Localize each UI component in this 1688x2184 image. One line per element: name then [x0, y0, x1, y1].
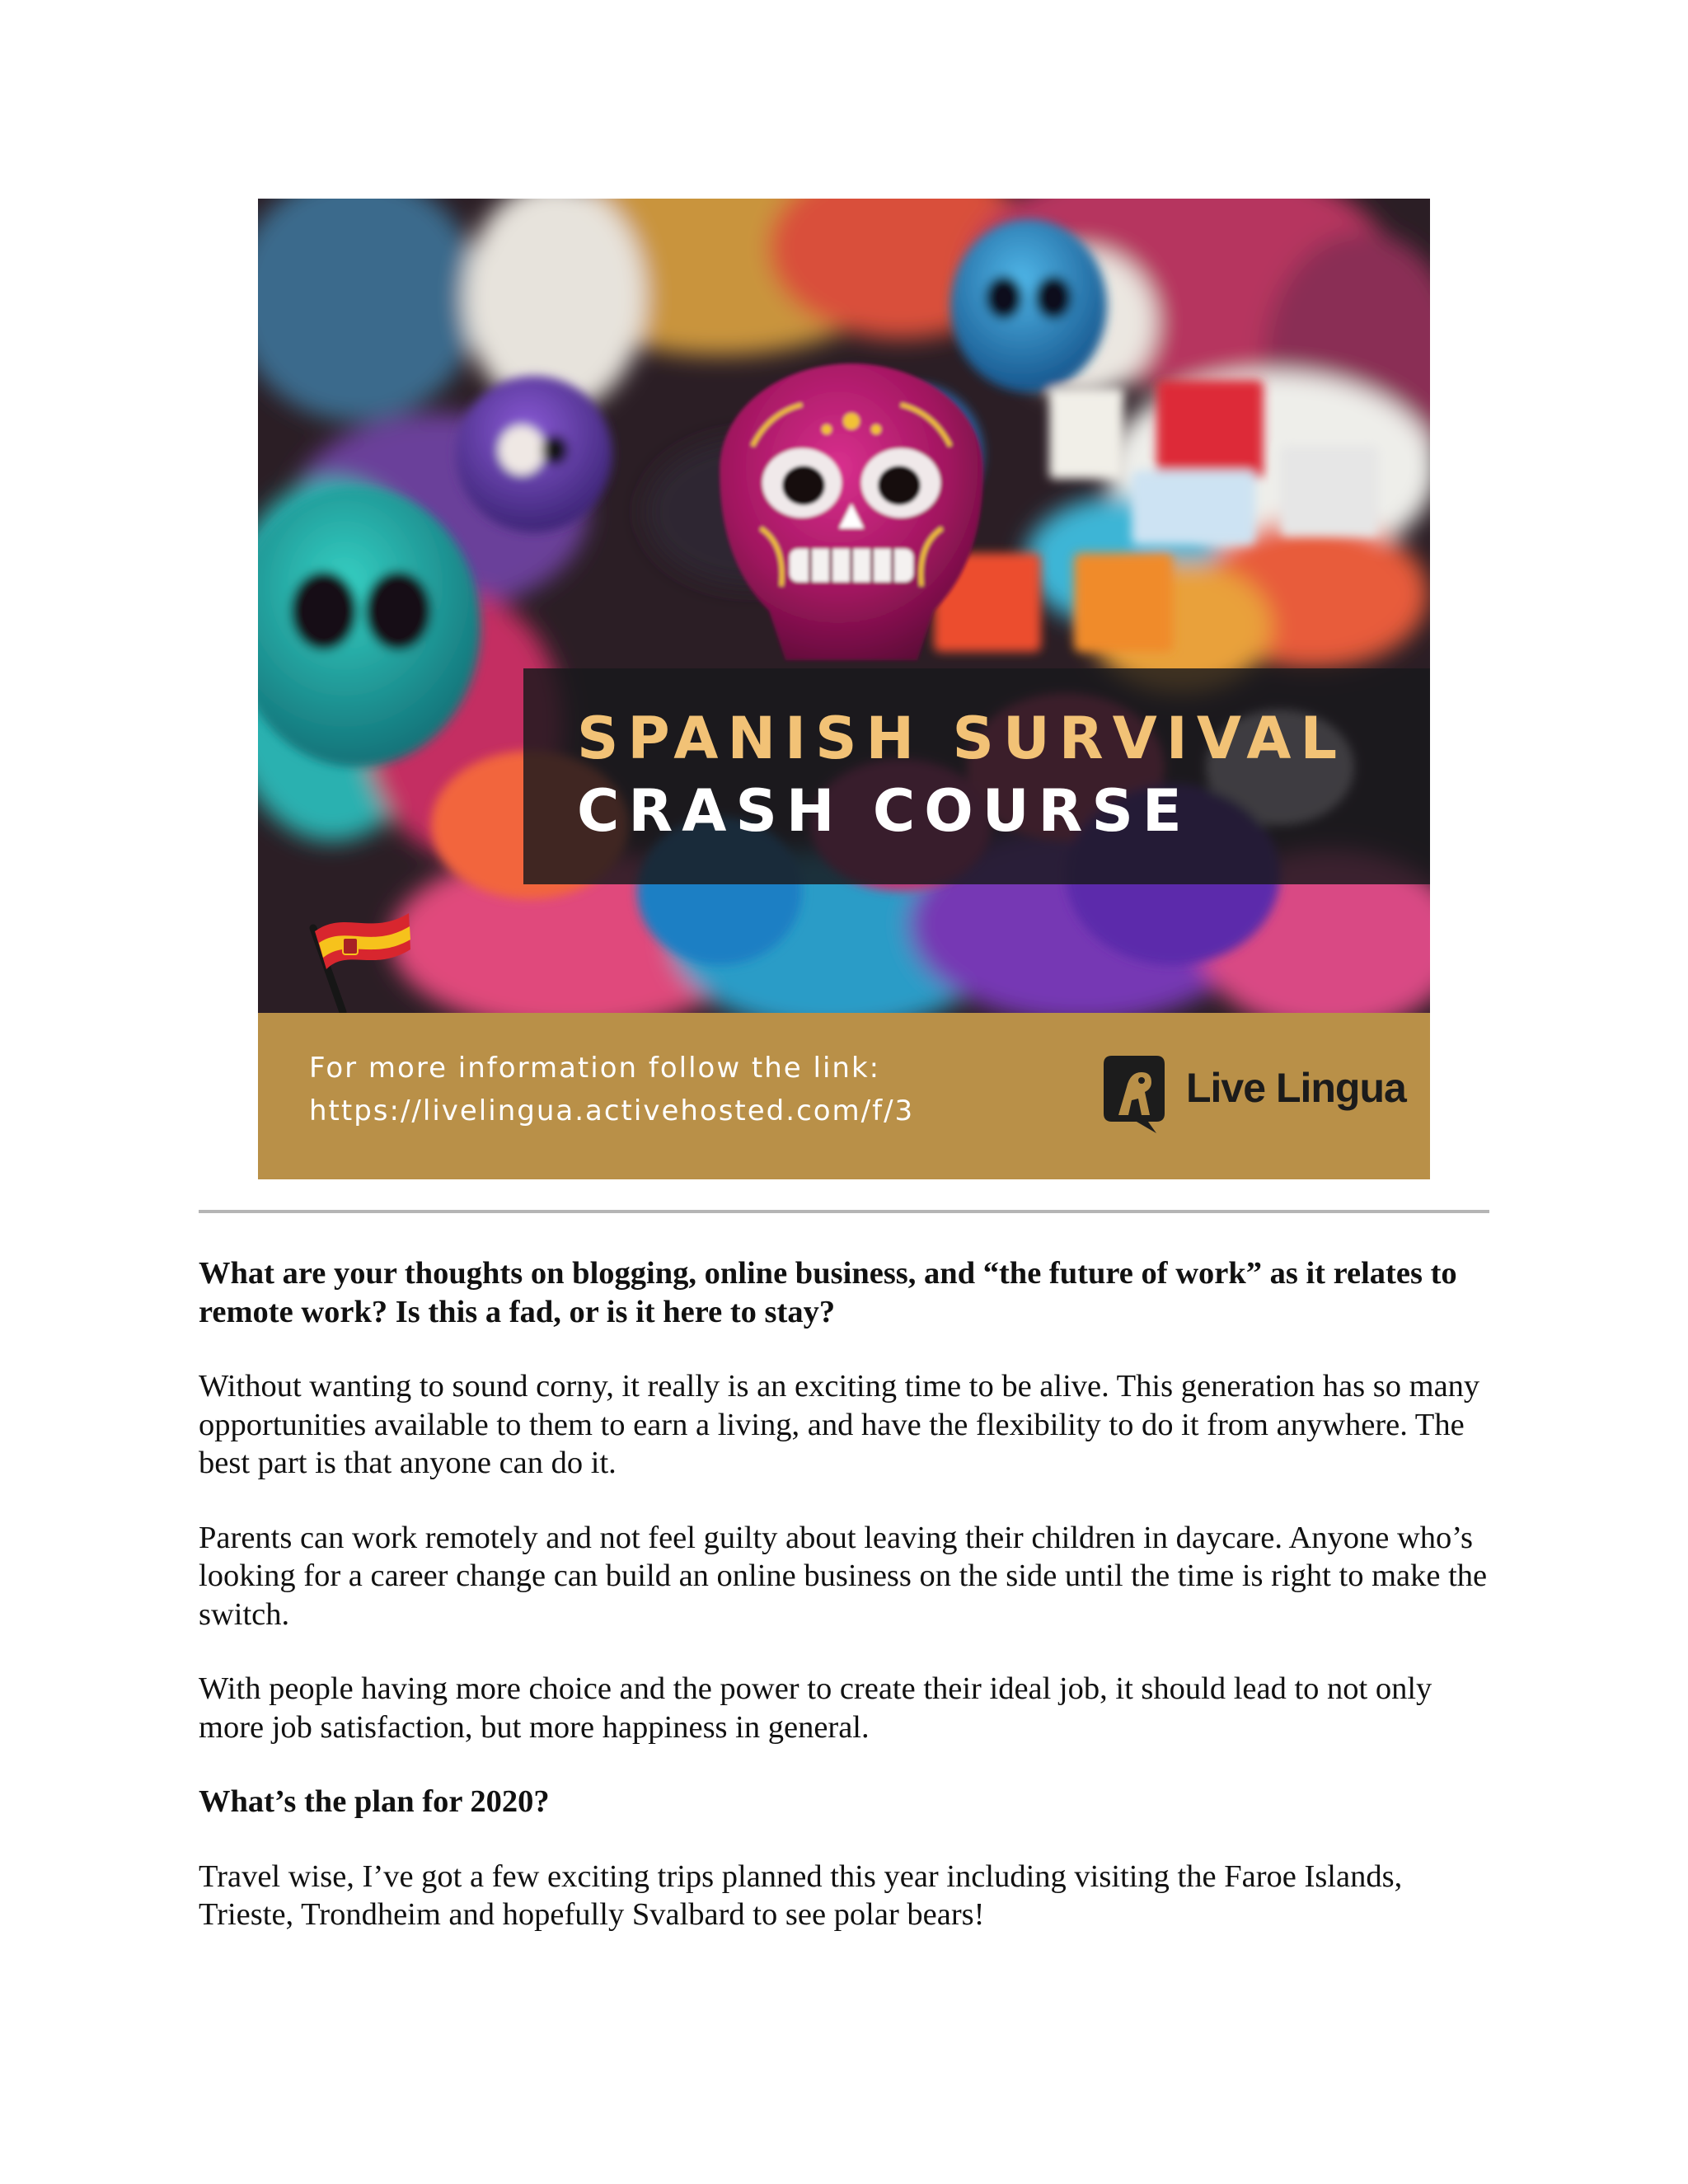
spanish-course-banner[interactable]	[258, 199, 1430, 1179]
answer-paragraph-4: Travel wise, I’ve got a few exciting trips planned this year including visiting the Faroe Islands, Trieste, Trondheim and hopefully Svalbard to see polar bears!	[199, 1858, 1403, 1932]
banner-link-url[interactable]: https://livelingua.activehosted.com/f/3	[309, 1094, 915, 1127]
section-divider	[199, 1210, 1489, 1213]
question-2020-plan: What’s the plan for 2020?	[199, 1784, 550, 1819]
question-remote-work: What are your thoughts on blogging, online business, and “the future of work” as it relates to remote work? Is this a fad, or is it here to stay?	[199, 1256, 1457, 1329]
banner-info-text: For more information follow the link:	[309, 1052, 881, 1085]
answer-paragraph-1: Without wanting to sound corny, it really is an exciting time to be alive. This generation has so many opportunities available to them to earn a living, and have the flexibility to do it from anywhere. The best part is that anyone can do it.	[199, 1369, 1480, 1480]
banner-footer	[258, 1013, 1430, 1179]
live-lingua-brand: Live Lingua	[1186, 1065, 1406, 1111]
spain-flag-icon	[295, 903, 419, 1015]
sugar-skull-photo	[258, 199, 1430, 1013]
banner-title-line2: CRASH COURSE	[577, 777, 1191, 845]
live-lingua-logo-icon	[1099, 1052, 1170, 1135]
answer-paragraph-2: Parents can work remotely and not feel guilty about leaving their children in daycare. Anyone who’s looking for a career change can build an online business on the side until the time is right to make the switch.	[199, 1520, 1488, 1632]
banner-title-line1: SPANISH SURVIVAL	[577, 705, 1347, 772]
banner-title-box	[523, 668, 1430, 884]
answer-paragraph-3: With people having more choice and the power to create their ideal job, it should lead to not only more job satisfaction, but more happiness in general.	[199, 1671, 1432, 1745]
interview-article	[199, 1254, 1501, 1971]
